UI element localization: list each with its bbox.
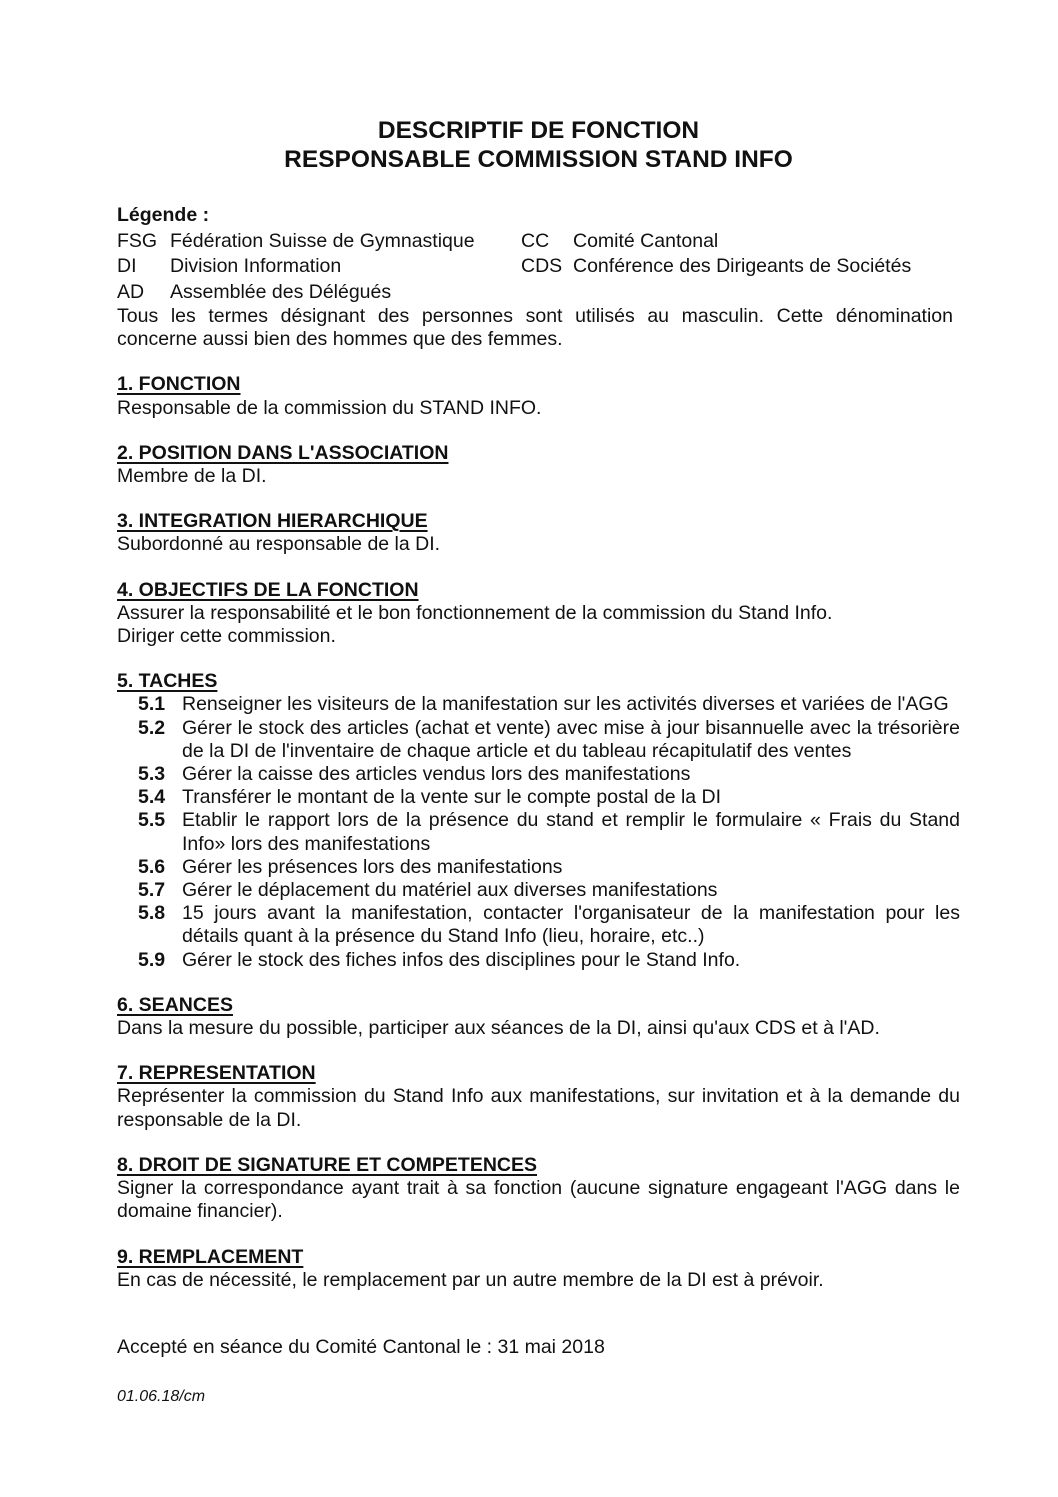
intro-paragraph: Tous les termes désignant des personnes sont utilisés au masculin. Cette dénomination concerne aussi bien des hommes que des femmes. [117,305,953,351]
section-paragraph: Diriger cette commission. [117,625,336,648]
task-number: 5.8 [138,902,166,925]
task-number: 5.4 [138,786,166,809]
section-remplacement [117,1246,960,1292]
task-text: Gérer le stock des articles (achat et vente) avec mise à jour bisannuelle avec la trésorière de la DI de l'inventaire de chaque article et du tableau récapitulatif des ventes [182,716,960,762]
section-position [117,442,960,488]
section-heading [117,442,960,465]
section-paragraph: Dans la mesure du possible, participer aux séances de la DI, ainsi qu'aux CDS et à l'AD. [117,1017,880,1040]
section-integration [117,510,960,556]
task-number: 5.6 [138,855,166,878]
legend-abbreviation: CC [521,229,550,252]
document-title-line-1: DESCRIPTIF DE FONCTION [377,117,700,144]
section-paragraph: Responsable de la commission du STAND INFO. [117,396,542,419]
task-text: Gérer le stock des fiches infos des disciplines pour le Stand Info. [182,948,741,971]
section-heading-text: 3. INTEGRATION HIERARCHIQUE [117,510,428,533]
section-heading-text: 5. TACHES [117,670,218,693]
task-text: Gérer le déplacement du matériel aux diverses manifestations [182,879,718,902]
task-text: Transférer le montant de la vente sur le compte postal de la DI [182,786,722,809]
legend-abbreviation [521,280,573,306]
legend-label: Légende : [117,204,210,226]
section-heading [117,670,960,693]
section-paragraph: Assurer la responsabilité et le bon fonctionnement de la commission du Stand Info. [117,601,833,624]
task-number: 5.3 [138,763,166,786]
task-item [117,879,960,902]
section-fonction [117,373,960,419]
task-item [117,809,960,855]
task-number: 5.2 [138,716,166,739]
section-heading [117,510,960,533]
legend-definition [573,280,960,306]
task-item [117,763,960,786]
section-signature [117,1154,960,1224]
section-paragraph: Membre de la DI. [117,465,267,488]
legend-abbreviation: FSG [117,229,158,252]
section-heading-text: 2. POSITION DANS L'ASSOCIATION [117,441,449,464]
section-heading [117,579,960,602]
document-title [117,116,960,174]
section-heading-text: 1. FONCTION [117,373,241,396]
task-number: 5.1 [138,693,166,716]
acceptance-line: Accepté en séance du Comité Cantonal le : 31 mai 2018 [117,1335,605,1358]
task-item [117,902,960,948]
legend-definition: Assemblée des Délégués [170,280,392,303]
section-heading [117,994,960,1017]
task-item [117,949,960,972]
task-text: 15 jours avant la manifestation, contacter l'organisateur de la manifestation pour les détails quant à la présence du Stand Info (lieu, horaire, etc..) [182,902,960,948]
section-paragraph: Représenter la commission du Stand Info aux manifestations, sur invitation et à la demande du responsable de la DI. [117,1085,960,1131]
section-paragraph: Signer la correspondance ayant trait à sa fonction (aucune signature engageant l'AGG dans le domaine financier). [117,1177,960,1223]
section-taches [117,670,960,972]
task-item [117,693,960,716]
section-heading [117,373,960,396]
section-seances [117,994,960,1040]
document-title-line-2: RESPONSABLE COMMISSION STAND INFO [284,146,793,173]
section-heading [117,1062,960,1085]
task-text: Renseigner les visiteurs de la manifestation sur les activités diverses et variées de l'AGG [182,693,949,716]
section-heading-text: 8. DROIT DE SIGNATURE ET COMPETENCES [117,1153,538,1176]
task-text: Gérer la caisse des articles vendus lors des manifestations [182,763,691,786]
legend-definition: Division Information [170,255,342,277]
section-heading [117,1246,960,1269]
legend-table [117,229,960,306]
section-heading-text: 6. SEANCES [117,993,233,1016]
document-reference: 01.06.18/cm [117,1388,206,1406]
task-number: 5.7 [138,879,166,902]
legend [117,203,960,305]
task-number: 5.9 [138,948,166,971]
section-representation [117,1062,960,1132]
task-number: 5.5 [138,809,166,832]
section-heading-text: 4. OBJECTIFS DE LA FONCTION [117,578,419,601]
task-item [117,717,960,763]
task-text: Etablir le rapport lors de la présence du stand et remplir le formulaire « Frais du Stand Info» lors des manifestations [182,809,960,855]
legend-definition: Comité Cantonal [573,229,719,252]
legend-abbreviation: AD [117,280,145,303]
legend-definition: Fédération Suisse de Gymnastique [170,229,475,252]
task-text: Gérer les présences lors des manifestations [182,855,563,878]
section-objectifs [117,579,960,649]
section-paragraph: Subordonné au responsable de la DI. [117,533,441,556]
legend-abbreviation: CDS [521,255,563,277]
section-heading-text: 7. REPRESENTATION [117,1062,316,1085]
section-paragraph: En cas de nécessité, le remplacement par un autre membre de la DI est à prévoir. [117,1268,824,1291]
section-heading [117,1154,960,1177]
section-heading-text: 9. REMPLACEMENT [117,1245,304,1268]
legend-definition: Conférence des Dirigeants de Sociétés [573,255,912,277]
task-item [117,856,960,879]
task-item [117,786,960,809]
legend-abbreviation: DI [117,255,137,277]
